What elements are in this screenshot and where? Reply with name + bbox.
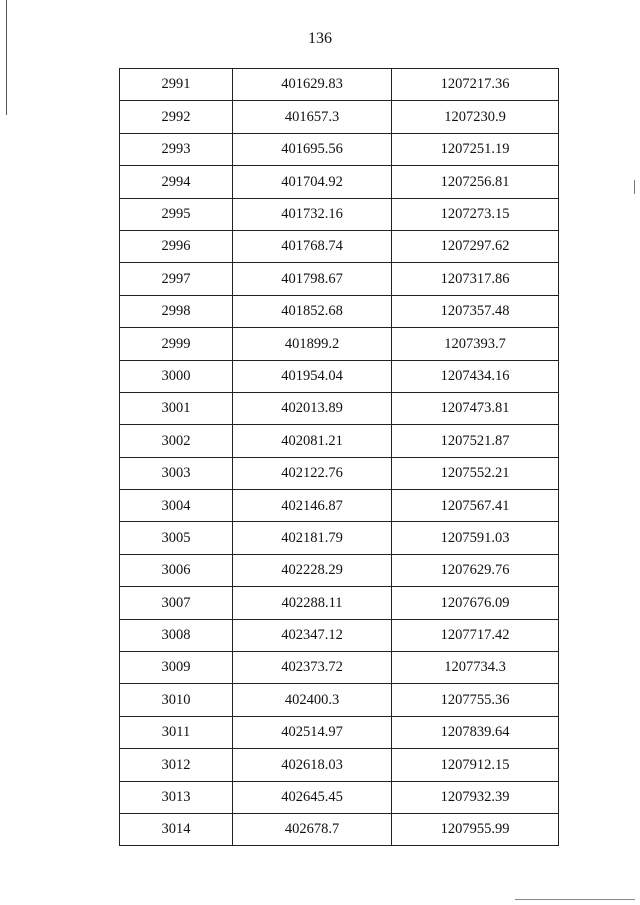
y-coordinate-cell: 1207434.16 xyxy=(392,360,559,392)
x-coordinate-cell: 401954.04 xyxy=(233,360,392,392)
y-coordinate-cell: 1207357.48 xyxy=(392,295,559,327)
point-id-cell: 3000 xyxy=(120,360,233,392)
scan-edge-mark-left xyxy=(6,0,7,115)
y-coordinate-cell: 1207912.15 xyxy=(392,749,559,781)
x-coordinate-cell: 402514.97 xyxy=(233,716,392,748)
scan-edge-mark-right xyxy=(634,180,635,194)
point-id-cell: 3009 xyxy=(120,652,233,684)
x-coordinate-cell: 402645.45 xyxy=(233,781,392,813)
point-id-cell: 2998 xyxy=(120,295,233,327)
y-coordinate-cell: 1207755.36 xyxy=(392,684,559,716)
y-coordinate-cell: 1207552.21 xyxy=(392,457,559,489)
x-coordinate-cell: 402288.11 xyxy=(233,587,392,619)
point-id-cell: 3003 xyxy=(120,457,233,489)
table-row xyxy=(120,490,559,522)
table-row xyxy=(120,392,559,424)
x-coordinate-cell: 402228.29 xyxy=(233,554,392,586)
x-coordinate-cell: 401899.2 xyxy=(233,328,392,360)
table-row xyxy=(120,554,559,586)
x-coordinate-cell: 401704.92 xyxy=(233,166,392,198)
point-id-cell: 2994 xyxy=(120,166,233,198)
y-coordinate-cell: 1207297.62 xyxy=(392,230,559,262)
x-coordinate-cell: 402373.72 xyxy=(233,652,392,684)
table-row xyxy=(120,749,559,781)
point-id-cell: 3004 xyxy=(120,490,233,522)
point-id-cell: 3010 xyxy=(120,684,233,716)
table-row xyxy=(120,587,559,619)
table-row xyxy=(120,716,559,748)
x-coordinate-cell: 401768.74 xyxy=(233,230,392,262)
point-id-cell: 2996 xyxy=(120,230,233,262)
x-coordinate-cell: 402400.3 xyxy=(233,684,392,716)
table-row xyxy=(120,166,559,198)
table-row xyxy=(120,684,559,716)
point-id-cell: 3013 xyxy=(120,781,233,813)
y-coordinate-cell: 1207393.7 xyxy=(392,328,559,360)
point-id-cell: 2997 xyxy=(120,263,233,295)
table-row xyxy=(120,198,559,230)
y-coordinate-cell: 1207256.81 xyxy=(392,166,559,198)
table-row xyxy=(120,328,559,360)
point-id-cell: 2999 xyxy=(120,328,233,360)
table-row xyxy=(120,781,559,813)
x-coordinate-cell: 402146.87 xyxy=(233,490,392,522)
y-coordinate-cell: 1207251.19 xyxy=(392,133,559,165)
table-row xyxy=(120,133,559,165)
x-coordinate-cell: 401629.83 xyxy=(233,69,392,101)
point-id-cell: 3002 xyxy=(120,425,233,457)
table-row xyxy=(120,619,559,651)
x-coordinate-cell: 401695.56 xyxy=(233,133,392,165)
table-row xyxy=(120,522,559,554)
page-number: 136 xyxy=(308,30,332,47)
point-id-cell: 2991 xyxy=(120,69,233,101)
point-id-cell: 3008 xyxy=(120,619,233,651)
x-coordinate-cell: 402013.89 xyxy=(233,392,392,424)
y-coordinate-cell: 1207230.9 xyxy=(392,101,559,133)
point-id-cell: 3014 xyxy=(120,813,233,845)
y-coordinate-cell: 1207734.3 xyxy=(392,652,559,684)
x-coordinate-cell: 402618.03 xyxy=(233,749,392,781)
table-row xyxy=(120,360,559,392)
table-row xyxy=(120,101,559,133)
scan-edge-mark-bottom xyxy=(515,899,635,900)
y-coordinate-cell: 1207629.76 xyxy=(392,554,559,586)
y-coordinate-cell: 1207839.64 xyxy=(392,716,559,748)
table-row xyxy=(120,230,559,262)
table-row xyxy=(120,652,559,684)
y-coordinate-cell: 1207273.15 xyxy=(392,198,559,230)
point-id-cell: 3001 xyxy=(120,392,233,424)
x-coordinate-cell: 401657.3 xyxy=(233,101,392,133)
coordinates-table-body xyxy=(120,69,559,846)
x-coordinate-cell: 402122.76 xyxy=(233,457,392,489)
point-id-cell: 2995 xyxy=(120,198,233,230)
y-coordinate-cell: 1207717.42 xyxy=(392,619,559,651)
y-coordinate-cell: 1207567.41 xyxy=(392,490,559,522)
point-id-cell: 3005 xyxy=(120,522,233,554)
y-coordinate-cell: 1207955.99 xyxy=(392,813,559,845)
x-coordinate-cell: 402181.79 xyxy=(233,522,392,554)
x-coordinate-cell: 402678.7 xyxy=(233,813,392,845)
point-id-cell: 2992 xyxy=(120,101,233,133)
table-row xyxy=(120,425,559,457)
y-coordinate-cell: 1207473.81 xyxy=(392,392,559,424)
x-coordinate-cell: 401798.67 xyxy=(233,263,392,295)
point-id-cell: 3007 xyxy=(120,587,233,619)
y-coordinate-cell: 1207676.09 xyxy=(392,587,559,619)
table-row xyxy=(120,295,559,327)
table-row xyxy=(120,263,559,295)
y-coordinate-cell: 1207932.39 xyxy=(392,781,559,813)
point-id-cell: 3006 xyxy=(120,554,233,586)
x-coordinate-cell: 401732.16 xyxy=(233,198,392,230)
x-coordinate-cell: 402081.21 xyxy=(233,425,392,457)
x-coordinate-cell: 401852.68 xyxy=(233,295,392,327)
point-id-cell: 3011 xyxy=(120,716,233,748)
table-row xyxy=(120,457,559,489)
table-row xyxy=(120,69,559,101)
point-id-cell: 2993 xyxy=(120,133,233,165)
coordinates-table xyxy=(119,68,559,846)
y-coordinate-cell: 1207521.87 xyxy=(392,425,559,457)
point-id-cell: 3012 xyxy=(120,749,233,781)
y-coordinate-cell: 1207217.36 xyxy=(392,69,559,101)
y-coordinate-cell: 1207317.86 xyxy=(392,263,559,295)
y-coordinate-cell: 1207591.03 xyxy=(392,522,559,554)
table-row xyxy=(120,813,559,845)
x-coordinate-cell: 402347.12 xyxy=(233,619,392,651)
